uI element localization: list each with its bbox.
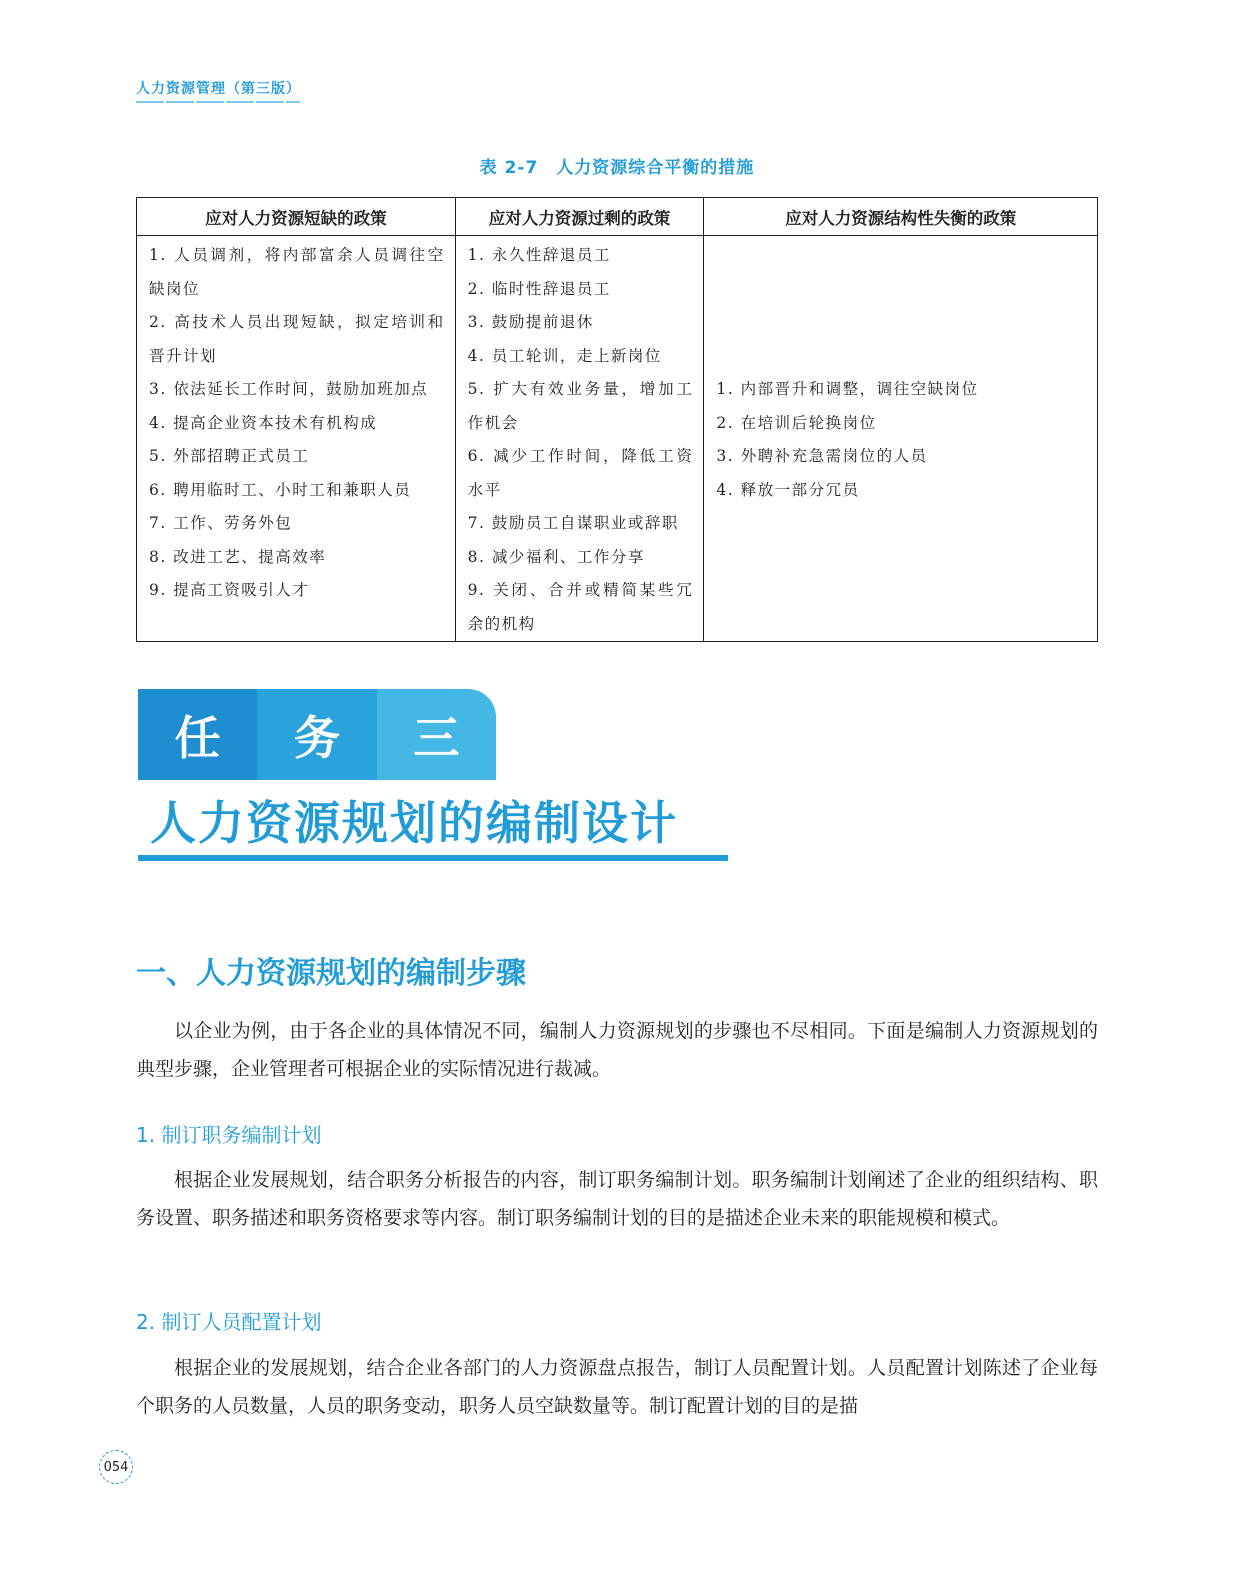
task-char-1: 任 [138,689,257,780]
list-item: 3. 鼓励提前退休 [467,313,594,331]
list-item: 9. 提高工资吸引人才 [149,581,310,599]
surplus-cell [455,236,704,642]
header-imbalance: 应对人力资源结构性失衡的政策 [704,198,1098,236]
task-char-2: 务 [257,689,376,780]
list-item: 2. 临时性辞退员工 [467,279,611,298]
surplus-list [468,239,694,641]
list-item: 7. 工作、劳务外包 [149,514,293,532]
task-title-rule [138,855,728,861]
table-caption: 表 2-7 人力资源综合平衡的措施 [479,158,755,178]
task-char-3: 三 [377,689,496,780]
header-shortage: 应对人力资源短缺的政策 [137,198,456,236]
table-row [137,236,1098,642]
list-item: 4. 提高企业资本技术有机构成 [149,413,378,432]
list-item: 9. 关闭、合并或精简某些冗余的机构 [467,581,694,633]
step2-paragraph: 根据企业的发展规划，结合企业各部门的人力资源盘点报告，制订人员配置计划。人员配置计划陈述了企业每个职务的人员数量，人员的职务变动，职务人员空缺数量等。制订配置计划的目的是描 [136,1357,1098,1417]
list-item: 1. 内部晋升和调整，调往空缺岗位 [716,380,979,398]
page-number: 054 [99,1450,133,1484]
header-surplus: 应对人力资源过剩的政策 [455,198,704,236]
list-item: 6. 聘用临时工、小时工和兼职人员 [149,480,412,499]
list-item: 4. 释放一部分冗员 [716,480,860,499]
step1-heading: 1. 制订职务编制计划 [136,1123,322,1147]
running-header: 人力资源管理（第三版） [136,81,301,97]
step1-paragraph: 根据企业发展规划，结合职务分析报告的内容，制订职务编制计划。职务编制计划阐述了企业的组织结构、职务设置、职务描述和职务资格要求等内容。制订职务编制计划的目的是描述企业未来的职能规模和模式。 [136,1169,1098,1229]
task-banner [138,689,496,780]
list-item: 8. 减少福利、工作分享 [467,547,645,566]
list-item: 1. 人员调剂，将内部富余人员调往空缺岗位 [149,246,445,298]
running-header-rule [136,101,300,103]
step2-heading: 2. 制订人员配置计划 [136,1310,322,1334]
section-heading: 一、人力资源规划的编制步骤 [136,956,526,991]
list-item: 6. 减少工作时间，降低工资水平 [467,447,694,499]
shortage-cell [137,236,456,642]
list-item: 1. 永久性辞退员工 [467,246,611,264]
list-item: 3. 依法延长工作时间，鼓励加班加点 [149,380,429,398]
list-item: 5. 扩大有效业务量，增加工作机会 [467,380,694,432]
list-item: 3. 外聘补充急需岗位的人员 [716,447,928,465]
list-item: 4. 员工轮训，走上新岗位 [467,346,662,365]
imbalance-cell [704,236,1098,642]
intro-paragraph: 以企业为例，由于各企业的具体情况不同，编制人力资源规划的步骤也不尽相同。下面是编制人力资源规划的典型步骤，企业管理者可根据企业的实际情况进行裁减。 [136,1020,1098,1080]
list-item: 7. 鼓励员工自谋职业或辞职 [467,514,679,532]
list-item: 8. 改进工艺、提高效率 [149,547,327,566]
table-header-row [137,198,1098,236]
list-item: 2. 高技术人员出现短缺，拟定培训和晋升计划 [149,313,445,365]
list-item: 2. 在培训后轮换岗位 [716,413,877,432]
shortage-list [149,239,445,608]
measures-table [136,197,1098,642]
task-title: 人力资源规划的编制设计 [150,796,678,850]
imbalance-list [716,373,1087,507]
list-item: 5. 外部招聘正式员工 [149,447,310,465]
